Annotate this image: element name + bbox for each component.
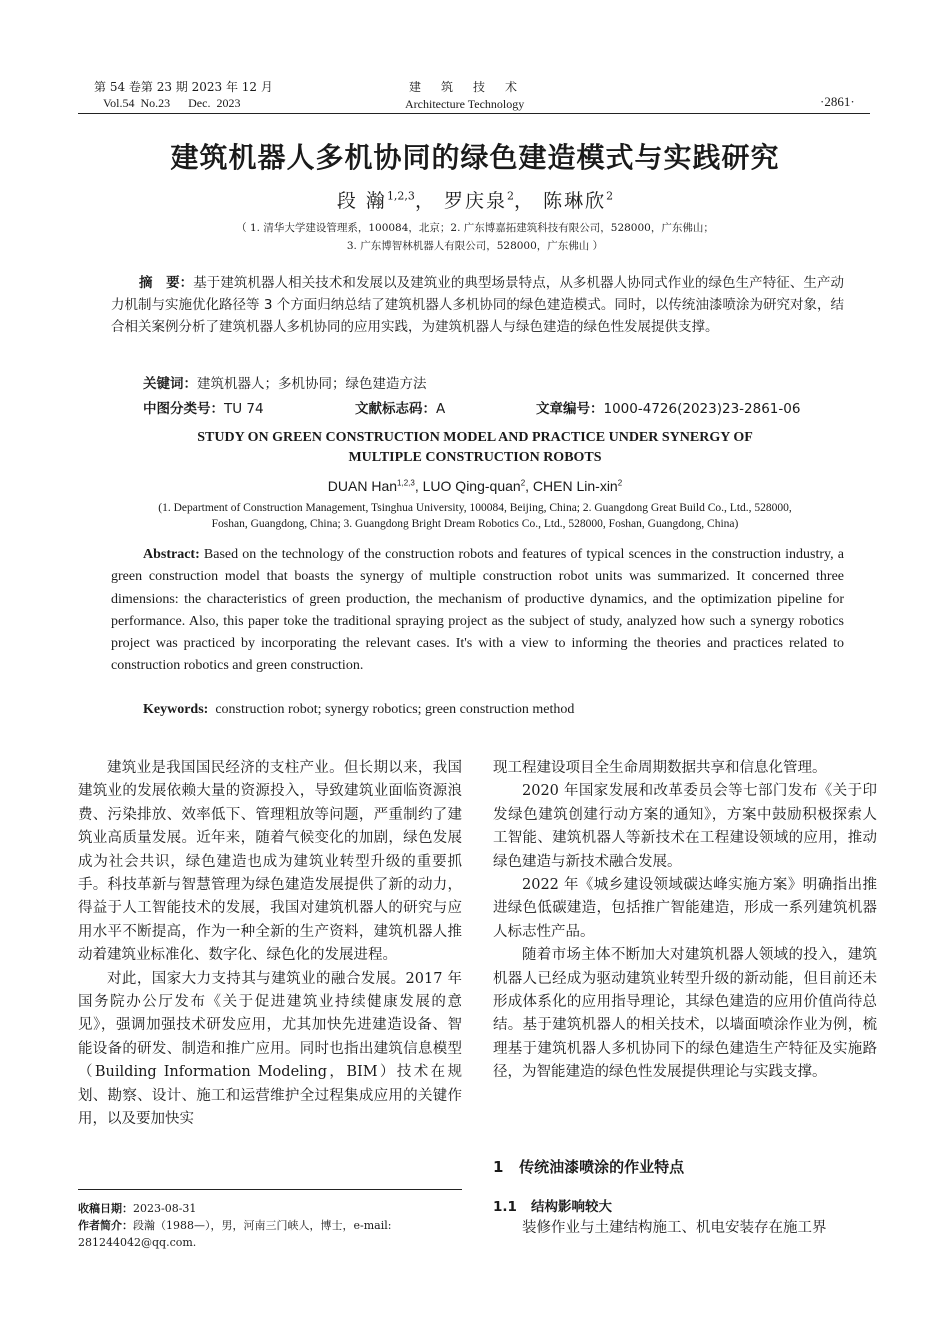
paper-title-en: [0, 428, 950, 468]
classification-value: TU 74: [224, 401, 264, 417]
received-value: 2023-08-31: [133, 1202, 197, 1215]
doc-code-label: 文献标志码：: [355, 401, 436, 417]
body-left-column: [78, 757, 462, 1132]
abstract-cn-label: 摘 要：: [139, 275, 194, 291]
affiliation-en-line: Foshan, Guangdong, China; 3. Guangdong Bright Dream Robotics Co., Ltd., 528000, Foshan, Guangdong, China): [211, 518, 739, 530]
author-name-en: LUO Qing-quan: [422, 478, 521, 494]
body-right-column: [493, 757, 877, 1085]
author-name: 陈琳欣: [543, 190, 607, 212]
classification-number: [143, 397, 264, 417]
section-heading-1: [493, 1156, 684, 1177]
abstract-cn: [111, 272, 844, 338]
article-no-label: 文章编号：: [536, 401, 604, 417]
journal-name-cn: 建筑技术: [409, 80, 538, 94]
author-name: 段 瀚: [336, 190, 387, 212]
footnote: [78, 1200, 462, 1251]
abstract-en-label: Abstract:: [143, 547, 200, 562]
author-separator: ，: [514, 190, 536, 212]
author-affil-en: 1,2,3: [397, 478, 415, 488]
keywords-en-label: Keywords:: [143, 702, 209, 717]
body-paragraph: 随着市场主体不断加大对建筑机器人领域的投入，建筑机器人已经成为驱动建筑业转型升级的新动能，但目前还未形成体系化的应用指导理论，其绿色建造的应用价值尚待总结。基于建筑机器人的相关技术，以墙面喷涂作业为例，梳理基于建筑机器人多机协同下的绿色建造生产特征及实施路径，为智能建造的绿色性发展提供理论与实践支撑。: [493, 947, 877, 1081]
author-bio-text: 段瀚（1988—），男，河南三门峡人，博士，e-mail: 281244042@qq.com.: [78, 1219, 392, 1249]
subsection-number: 1.1: [493, 1199, 517, 1215]
keywords-en: [143, 702, 574, 718]
document-code: [355, 397, 445, 417]
doc-code-value: A: [436, 401, 446, 417]
affiliation-cn-line: 3. 广东博智林机器人有限公司，528000，广东佛山 ）: [346, 240, 604, 252]
abstract-cn-text: 基于建筑机器人相关技术和发展以及建筑业的典型场景特点，从多机器人协同式作业的绿色生产特征、生产动力机制与实施优化路径等 3 个方面归纳总结了建筑机器人多机协同的绿色建造模式。同时，以传统油漆喷涂为研究对象，结合相关案例分析了建筑机器人多机协同的应用实践，为建筑机器人与绿色建造的绿色性发展提供支撑。: [111, 275, 845, 335]
received-date: [78, 1200, 462, 1217]
body-paragraph: 建筑业是我国国民经济的支柱产业。但长期以来，我国建筑业的发展依赖大量的资源投入，导致建筑业面临资源浪费、污染排放、效率低下、管理粗放等问题，严重制约了建筑业高质量发展。近年来，随着气候变化的加剧，绿色发展成为社会共识，绿色建造也成为建筑业转型升级的重要抓手。科技革新与智慧管理为绿色建造发展提供了新的动力，得益于人工智能技术的发展，我国对建筑机器人的研究与应用水平不断提高，作为一种全新的生产资料，建筑机器人推动着建筑业标准化、数字化、绿色化的发展进程。: [78, 760, 462, 964]
abstract-en-text: Based on the technology of the construction robots and features of typical scences in the construction industry, a green construction model that boasts the synergy of multiple construction robot units was summarized. It concerned three dimensions: the characteristics of green production, the mechanism of productive dynamics, and the optimization pipeline for performance. Also, this paper toke the traditional spraying project as the subject of study, analyzed how such a synergy robotics project was practiced by incorporating the relevant cases. It's with a view to informing the theories and practices related to construction robotics and green construction.: [111, 547, 844, 674]
body-paragraph: 现工程建设项目全生命周期数据共享和信息化管理。: [493, 760, 827, 776]
body-paragraph: 装修作业与土建结构施工、机电安装存在施工界: [522, 1220, 827, 1236]
issue-info-cn: 第 54 卷第 23 期 2023 年 12 月: [94, 80, 273, 94]
author-affil: 2: [606, 189, 614, 203]
journal-name-en: Architecture Technology: [405, 97, 525, 111]
classification-label: 中图分类号：: [143, 401, 224, 417]
section-number: 1: [493, 1158, 504, 1176]
body-paragraph: 对此，国家大力支持其与建筑业的融合发展。2017 年国务院办公厅发布《关于促进建筑业持续健康发展的意见》，强调加强技术研发应用，尤其加快先进建造设备、智能设备的研发、制造和推广应用。同时也指出建筑信息模型（Building Information Modeling，BIM）技术在规划、勘察、设计、施工和运营维护全过程集成应用的关键作用，以及要加快实: [78, 970, 462, 1128]
section-title: 传统油漆喷涂的作业特点: [519, 1158, 685, 1176]
authors-cn: [0, 186, 950, 213]
subsection-title: 结构影响较大: [531, 1199, 613, 1215]
author-affil: 2: [507, 189, 515, 203]
affiliation-en-line: (1. Department of Construction Management, Tsinghua University, 100084, Beijing, China; 2. Guangdong Great Build Co., Ltd., 528000,: [158, 502, 792, 514]
author-affil-en: 2: [617, 478, 623, 488]
author-name-en: CHEN Lin-xin: [532, 478, 618, 494]
footnote-rule: [78, 1189, 462, 1190]
header-rule: [78, 113, 870, 114]
author-bio-label: 作者简介：: [78, 1219, 133, 1232]
author-bio: [78, 1217, 462, 1251]
abstract-en: [111, 544, 844, 678]
paper-title-cn: 建筑机器人多机协同的绿色建造模式与实践研究: [170, 141, 780, 174]
body-paragraph: 2020 年国家发展和改革委员会等七部门发布《关于印发绿色建筑创建行动方案的通知》，方案中鼓励积极探索人工智能、建筑机器人等新技术在工程建设领域的应用，推动绿色建造与新技术融合发展。: [493, 783, 877, 870]
author-affil: 1,2,3: [386, 189, 415, 203]
section-heading-1-1: [493, 1195, 612, 1215]
section-1-1-body: [493, 1217, 877, 1240]
body-paragraph: 2022 年《城乡建设领域碳达峰实施方案》明确指出推进绿色低碳建造，包括推广智能建造，形成一系列建筑机器人标志性产品。: [493, 877, 877, 940]
article-number: [536, 397, 800, 417]
page-number: ·2861·: [820, 94, 855, 109]
affiliation-cn-line: （ 1. 清华大学建设管理系，100084，北京；2. 广东博嘉拓建筑科技有限公司，528000，广东佛山；: [236, 222, 714, 234]
paper-title-en-line: STUDY ON GREEN CONSTRUCTION MODEL AND PRACTICE UNDER SYNERGY OF: [197, 430, 753, 445]
keywords-cn-label: 关键词：: [143, 376, 197, 392]
issue-info-en: Vol.54 No.23 Dec. 2023: [103, 96, 241, 110]
author-name: 罗庆泉: [444, 190, 508, 212]
keywords-en-text: construction robot; synergy robotics; green construction method: [215, 702, 575, 717]
author-separator: ，: [414, 190, 436, 212]
received-label: 收稿日期：: [78, 1202, 133, 1215]
keywords-cn: [143, 372, 427, 392]
author-name-en: DUAN Han: [327, 478, 398, 494]
keywords-cn-text: 建筑机器人；多机协同；绿色建造方法: [197, 376, 427, 392]
authors-en: DUAN Han$^{1,2,3}$, LUO Qing-quan$^2$, CHEN Lin-xin$^2$: [327, 478, 623, 494]
paper-title-en-line: MULTIPLE CONSTRUCTION ROBOTS: [348, 450, 602, 465]
author-affil-en: 2: [520, 478, 526, 488]
article-no-value: 1000-4726(2023)23-2861-06: [603, 401, 801, 417]
